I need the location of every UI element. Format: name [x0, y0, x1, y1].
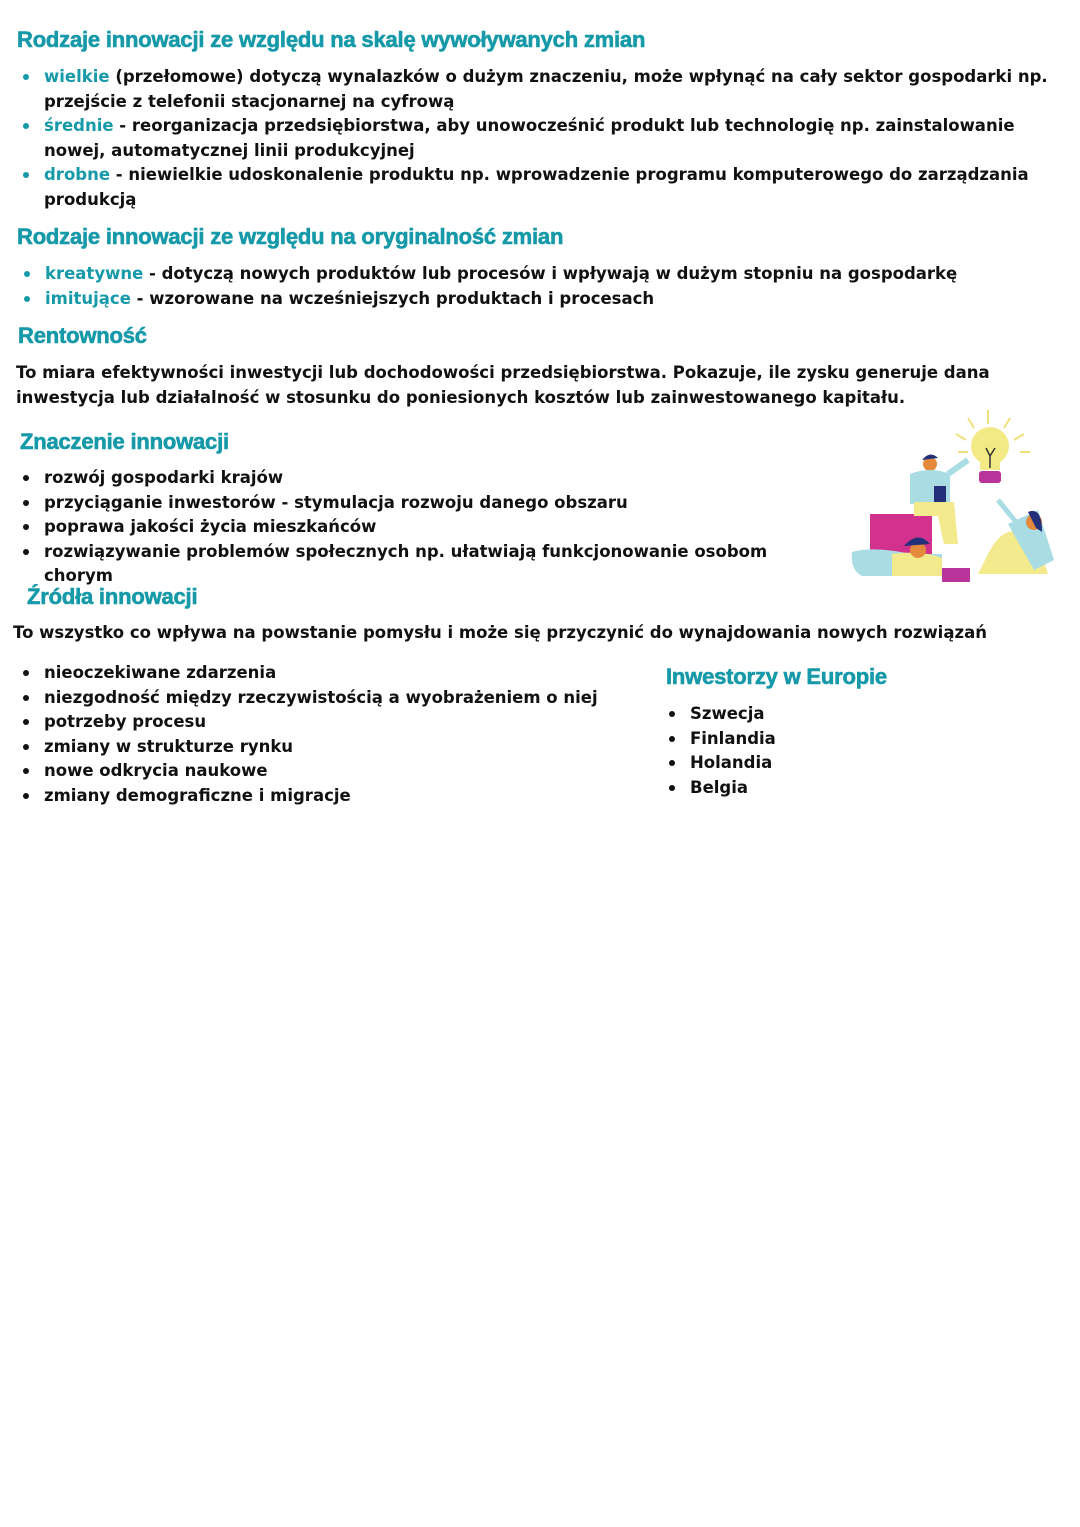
list-item: kreatywne - dotyczą nowych produktów lub procesów i wpływają w dużym stopniu na gospodarkę: [17, 262, 1057, 287]
heading-scale: Rodzaje innowacji ze względu na skalę wywoływanych zmian: [17, 27, 646, 52]
list-item: Holandia: [662, 751, 1042, 776]
list-item: Belgia: [662, 776, 1042, 801]
scale-list: [16, 65, 1056, 213]
sources-text: To wszystko co wpływa na powstanie pomysłu i może się przyczynić do wynajdowania nowych rozwiązań: [13, 623, 987, 642]
heading-originality: Rodzaje innowacji ze względu na oryginalność zmian: [17, 224, 564, 249]
list-item: potrzeby procesu: [16, 710, 636, 735]
list-item: rozwiązywanie problemów społecznych np. ułatwiają funkcjonowanie osobom chorym: [16, 540, 836, 589]
innovation-illustration: [838, 404, 1060, 590]
sources-list: [16, 661, 636, 809]
heading-sources: Źródła innowacji: [27, 584, 198, 609]
heading-profitability: Rentowność: [18, 323, 147, 348]
list-item: rozwój gospodarki krajów: [16, 466, 836, 491]
heading-investors: Inwestorzy w Europie: [666, 664, 887, 689]
profitability-text: To miara efektywności inwestycji lub dochodowości przedsiębiorstwa. Pokazuje, ile zysku generuje dana inwestycja lub działalność w stosunku do poniesionych kosztów lub zainwestowanego kapitału.: [16, 363, 990, 407]
list-item: średnie - reorganizacja przedsiębiorstwa, aby unowocześnić produkt lub technologię np. zainstalowanie nowej, automatycznej linii produkcyjnej: [16, 114, 1056, 163]
list-item: Szwecja: [662, 702, 1042, 727]
investors-list: [662, 702, 1042, 800]
list-item: nieoczekiwane zdarzenia: [16, 661, 636, 686]
list-item: zmiany w strukturze rynku: [16, 735, 636, 760]
originality-list: [17, 262, 1057, 311]
list-item: poprawa jakości życia mieszkańców: [16, 515, 836, 540]
list-item: imitujące - wzorowane na wcześniejszych produktach i procesach: [17, 287, 1057, 312]
list-item: Finlandia: [662, 727, 1042, 752]
list-item: nowe odkrycia naukowe: [16, 759, 636, 784]
list-item: drobne - niewielkie udoskonalenie produktu np. wprowadzenie programu komputerowego do zarządzania produkcją: [16, 163, 1056, 212]
list-item: zmiany demograficzne i migracje: [16, 784, 636, 809]
heading-importance: Znaczenie innowacji: [20, 429, 229, 454]
importance-list: [16, 466, 836, 589]
list-item: wielkie (przełomowe) dotyczą wynalazków o dużym znaczeniu, może wpłynąć na cały sektor gospodarki np. przejście z telefonii stacjonarnej na cyfrową: [16, 65, 1056, 114]
list-item: niezgodność między rzeczywistością a wyobrażeniem o niej: [16, 686, 636, 711]
list-item: przyciąganie inwestorów - stymulacja rozwoju danego obszaru: [16, 491, 836, 516]
